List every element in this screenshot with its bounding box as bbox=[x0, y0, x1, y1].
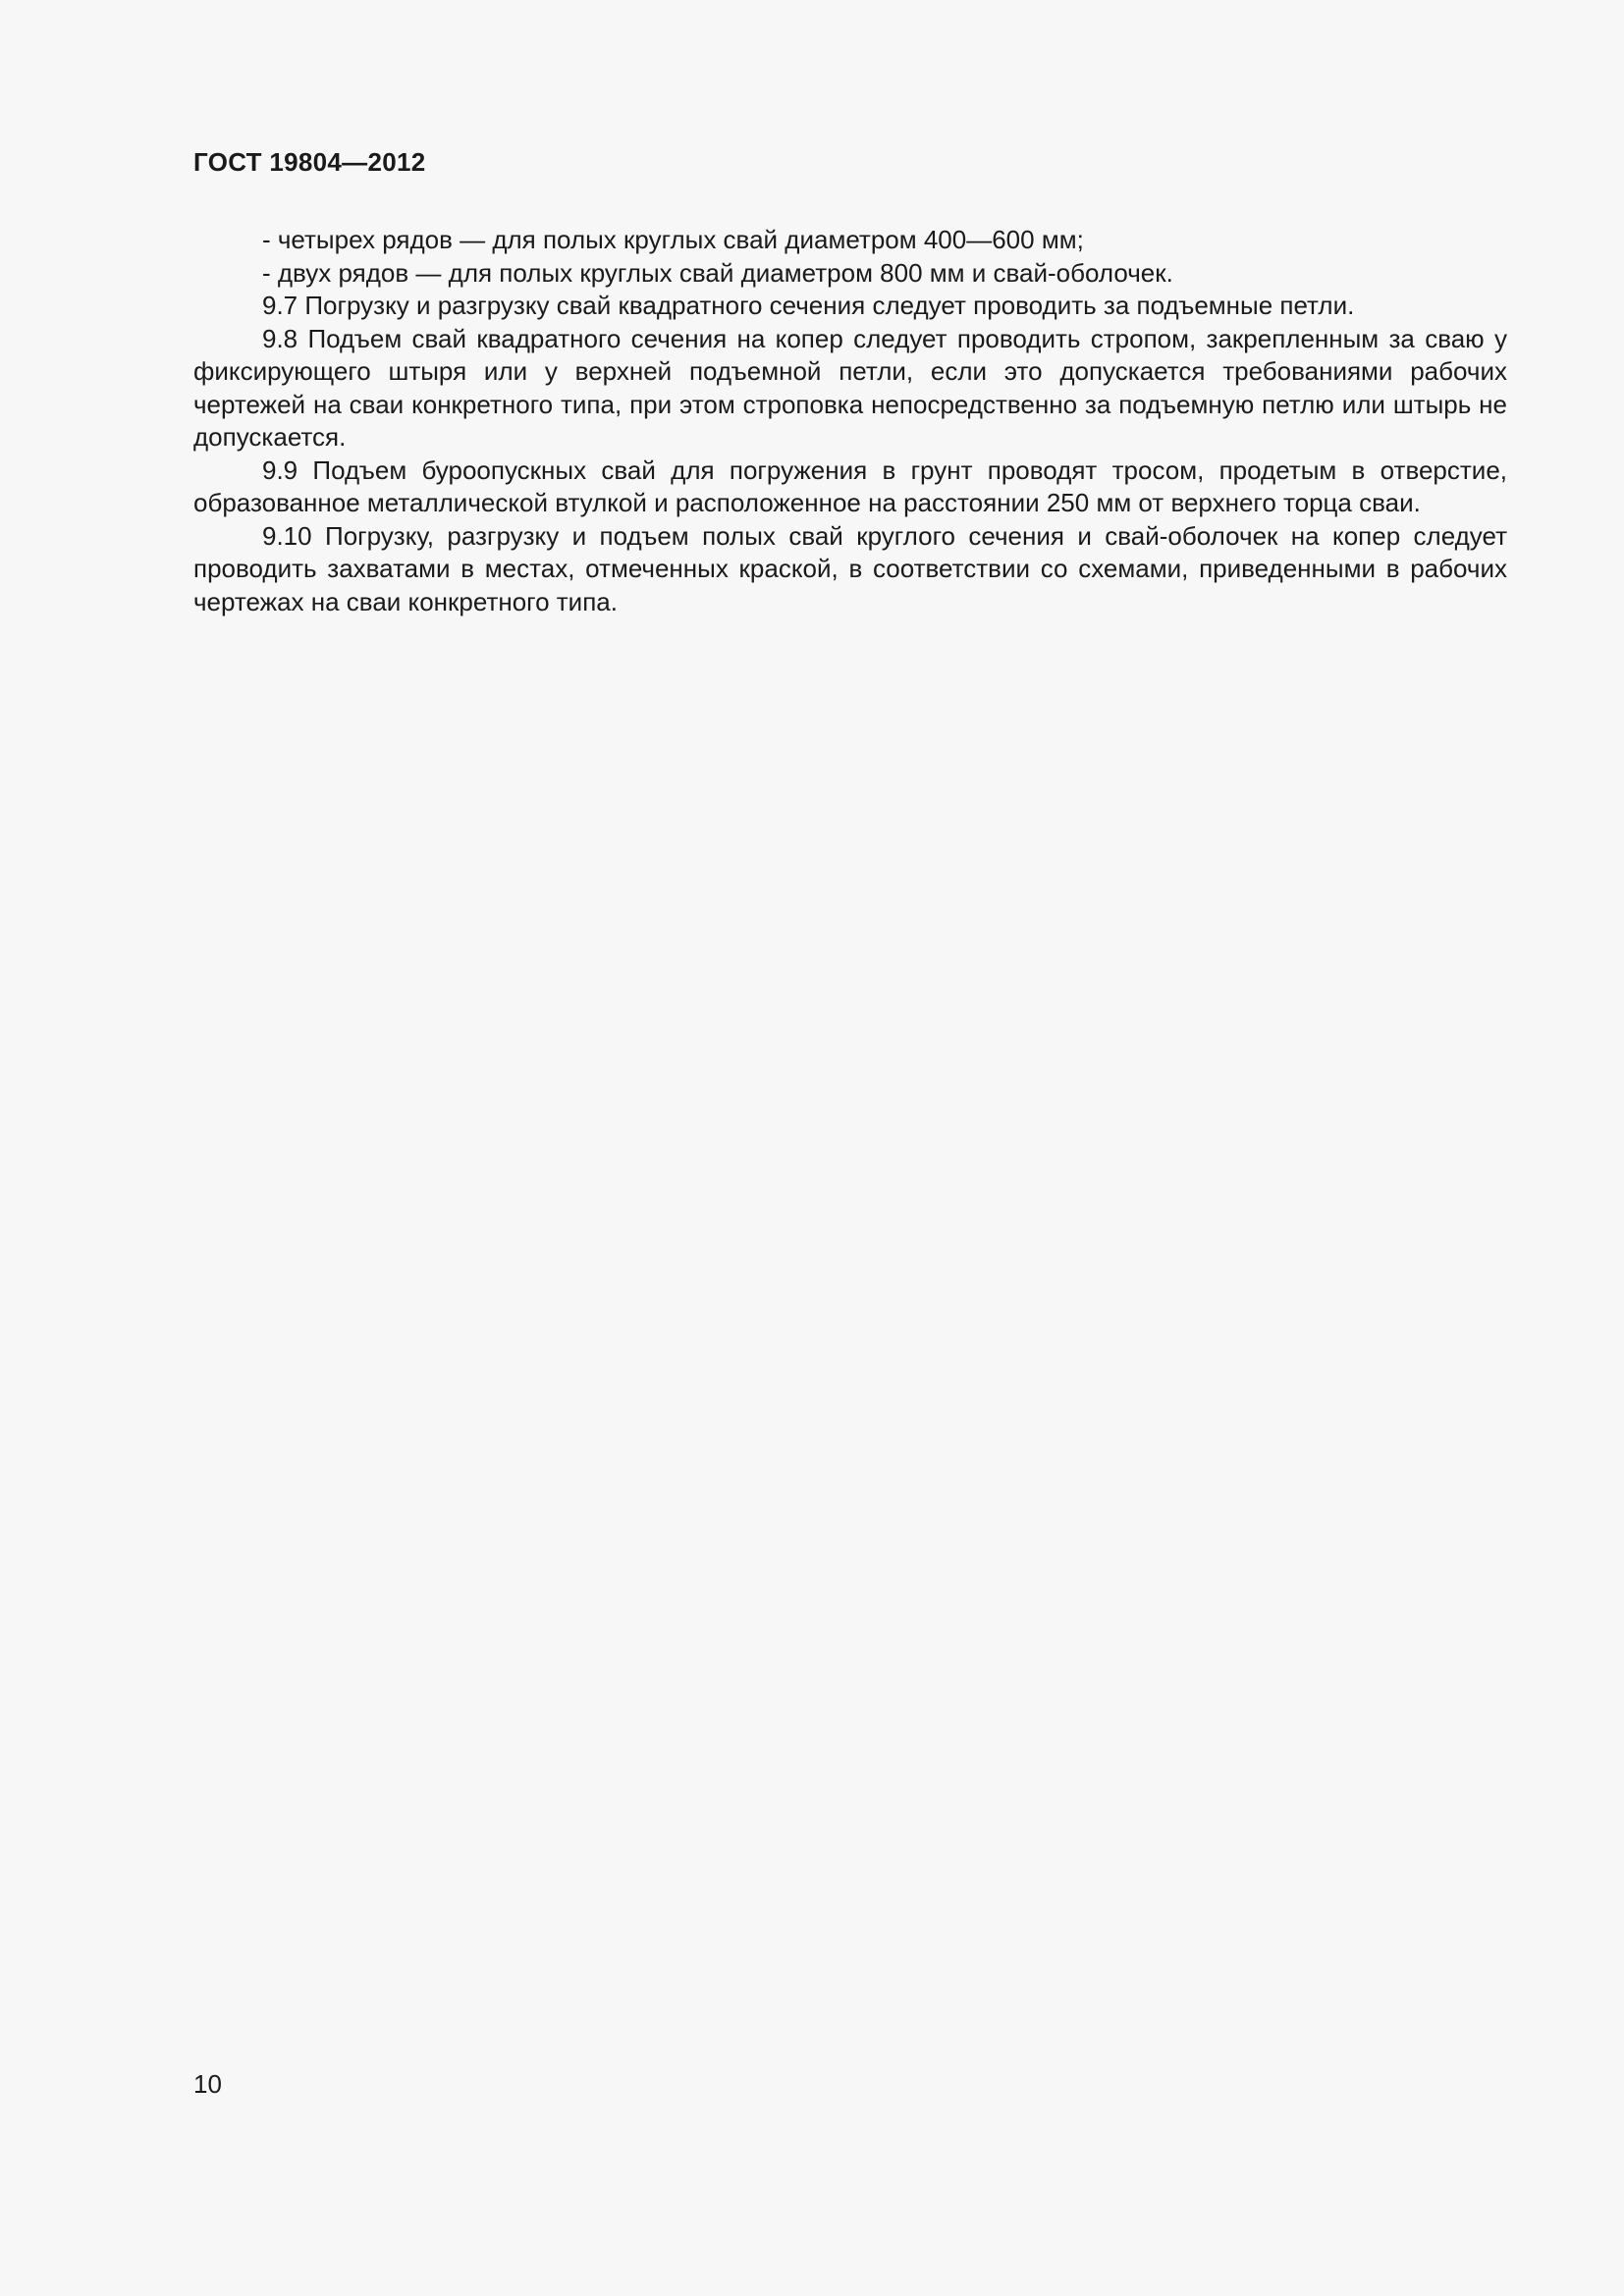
paragraph-9-8: 9.8 Подъем свай квадратного сечения на копер следует проводить стропом, закрепленным за сваю у фиксирующего штыря или у верхней подъемной петли, если это допускается требованиями рабочих чертежей на сваи конкретного типа, при этом строповка непосредственно за подъемную петлю или штырь не допускается. bbox=[193, 323, 1507, 452]
paragraph-9-9: 9.9 Подъем буроопускных свай для погружения в грунт проводят тросом, продетым в отверстие, образованное металлической втулкой и расположенное на расстоянии 250 мм от верхнего торца сваи. bbox=[193, 454, 1507, 517]
paragraph-list-item-four-rows: - четырех рядов — для полых круглых свай диаметром 400—600 мм; bbox=[262, 225, 1084, 254]
page-number: 10 bbox=[193, 2069, 222, 2099]
paragraph-list-item-two-rows: - двух рядов — для полых круглых свай диаметром 800 мм и свай-оболочек. bbox=[262, 257, 1173, 288]
paragraph-9-7: 9.7 Погрузку и разгрузку свай квадратного сечения следует проводить за подъемные петли. bbox=[262, 291, 1355, 320]
paragraph-9-10: 9.10 Погрузку, разгрузку и подъем полых свай круглого сечения и свай-оболочек на копер следует проводить захватами в местах, отмеченных краской, в соответствии со схемами, приведенными в рабочих чертежах на сваи конкретного типа. bbox=[193, 520, 1507, 616]
document-body bbox=[193, 224, 1507, 618]
document-header: ГОСТ 19804—2012 bbox=[193, 147, 426, 177]
